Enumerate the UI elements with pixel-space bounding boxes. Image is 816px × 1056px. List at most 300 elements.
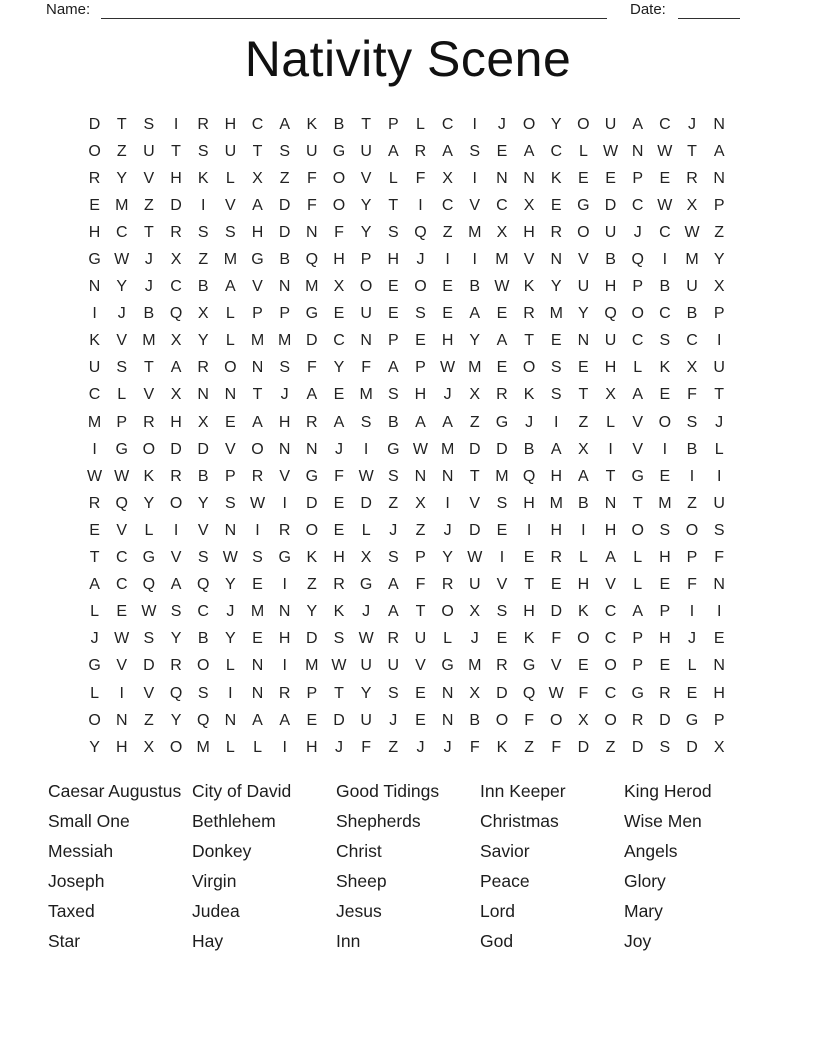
grid-letter: L: [225, 657, 235, 675]
grid-letter: H: [224, 115, 237, 133]
grid-letter: L: [714, 440, 724, 458]
grid-letter: H: [713, 684, 725, 702]
grid-letter: E: [387, 305, 399, 323]
grid-letter: R: [550, 549, 563, 567]
grid-letter: E: [578, 359, 589, 377]
grid-letter: T: [171, 142, 181, 160]
word-list-item: Lord: [480, 901, 516, 921]
word-list-item: Inn: [336, 931, 361, 951]
date-label: Date:: [630, 1, 666, 18]
grid-letter: O: [359, 278, 373, 296]
grid-letter: T: [334, 684, 344, 702]
grid-letter: J: [443, 521, 452, 539]
grid-letter: Y: [197, 494, 209, 512]
grid-letter: R: [387, 630, 400, 648]
grid-letter: V: [415, 657, 426, 675]
grid-letter: E: [442, 278, 453, 296]
grid-letter: D: [170, 196, 182, 214]
grid-letter: E: [415, 332, 426, 350]
grid-letter: J: [334, 738, 343, 756]
word-list-item: Taxed: [48, 901, 95, 921]
grid-letter: T: [687, 142, 697, 160]
grid-letter: G: [251, 251, 264, 269]
grid-letter: V: [632, 413, 644, 431]
grid-letter: G: [88, 657, 101, 675]
grid-letter: E: [415, 684, 426, 702]
grid-letter: B: [469, 711, 481, 729]
grid-letter: J: [416, 251, 425, 269]
grid-letter: T: [144, 223, 154, 241]
word-list-column: [336, 776, 480, 956]
grid-letter: W: [440, 359, 456, 377]
grid-letter: K: [659, 359, 671, 377]
grid-letter: O: [495, 711, 509, 729]
grid-letter: G: [387, 440, 400, 458]
grid-letter: I: [363, 440, 369, 458]
grid-letter: M: [305, 278, 319, 296]
word-list-item: City of David: [192, 781, 292, 801]
grid-letter: J: [144, 251, 153, 269]
grid-letter: S: [116, 359, 128, 377]
grid-letter: C: [441, 115, 454, 133]
grid-letter: C: [496, 196, 508, 214]
grid-letter: O: [332, 196, 346, 214]
grid-letter: H: [306, 738, 318, 756]
grid-letter: D: [197, 440, 209, 458]
grid-letter: C: [604, 630, 617, 648]
grid-letter: E: [442, 305, 453, 323]
grid-letter: G: [522, 657, 536, 675]
grid-letter: Q: [196, 711, 210, 729]
grid-letter: H: [251, 223, 264, 241]
grid-letter: D: [631, 738, 644, 756]
grid-letter: C: [170, 278, 182, 296]
grid-letter: V: [469, 196, 481, 214]
grid-letter: N: [441, 711, 454, 729]
date-input-line[interactable]: [678, 1, 740, 19]
grid-letter: N: [251, 684, 264, 702]
grid-letter: H: [333, 251, 345, 269]
grid-letter: W: [657, 196, 673, 214]
grid-letter: X: [170, 251, 182, 269]
grid-letter: V: [605, 576, 616, 594]
grid-letter: I: [282, 576, 287, 594]
grid-letter: E: [225, 413, 236, 431]
grid-letter: A: [550, 440, 562, 458]
grid-letter: E: [333, 305, 345, 323]
grid-letter: Z: [198, 251, 209, 269]
grid-letter: E: [659, 576, 671, 594]
word-list-item: Joy: [624, 931, 652, 951]
grid-letter: S: [387, 549, 399, 567]
grid-letter: O: [305, 521, 319, 539]
grid-letter: S: [279, 359, 290, 377]
grid-letter: S: [225, 494, 236, 512]
grid-letter: P: [632, 169, 644, 187]
grid-letter: A: [252, 196, 263, 214]
grid-letter: J: [443, 386, 452, 404]
grid-letter: K: [333, 603, 345, 621]
grid-letter: Z: [605, 738, 616, 756]
grid-letter: S: [225, 223, 236, 241]
grid-letter: H: [604, 278, 617, 296]
grid-letter: L: [225, 332, 235, 350]
grid-letter: M: [250, 332, 265, 350]
grid-letter: G: [495, 413, 509, 431]
grid-letter: Z: [469, 413, 480, 431]
grid-letter: R: [143, 413, 155, 431]
grid-letter: I: [472, 251, 477, 269]
grid-letter: N: [251, 657, 264, 675]
name-input-line[interactable]: [101, 1, 607, 19]
grid-letter: H: [278, 413, 291, 431]
grid-letter: R: [333, 576, 345, 594]
grid-letter: M: [549, 305, 563, 323]
grid-letter: O: [332, 169, 346, 187]
grid-letter: Y: [143, 494, 155, 512]
grid-letter: I: [445, 251, 450, 269]
grid-letter: N: [631, 142, 644, 160]
grid-letter: U: [713, 359, 725, 377]
grid-letter: D: [604, 196, 617, 214]
grid-letter: I: [689, 467, 695, 485]
grid-letter: I: [472, 115, 477, 133]
grid-letter: S: [469, 142, 481, 160]
grid-letter: S: [197, 223, 209, 241]
grid-letter: I: [499, 549, 505, 567]
grid-letter: R: [441, 576, 454, 594]
grid-letter: D: [278, 223, 291, 241]
grid-letter: U: [360, 305, 372, 323]
grid-letter: W: [114, 467, 130, 485]
grid-letter: E: [415, 711, 426, 729]
grid-letter: Q: [115, 494, 128, 512]
grid-letter: J: [715, 413, 724, 431]
grid-letter: Y: [225, 630, 236, 648]
grid-letter: L: [225, 738, 235, 756]
grid-letter: U: [577, 278, 590, 296]
grid-letter: W: [331, 657, 347, 675]
grid-letter: L: [633, 359, 643, 377]
grid-letter: I: [119, 684, 124, 702]
grid-letter: Z: [144, 711, 154, 729]
grid-letter: O: [604, 711, 617, 729]
grid-letter: W: [249, 494, 266, 512]
grid-letter: I: [92, 305, 97, 323]
grid-letter: J: [389, 521, 398, 539]
grid-letter: S: [713, 521, 725, 539]
grid-letter: D: [360, 494, 372, 512]
grid-letter: C: [631, 196, 644, 214]
grid-letter: N: [224, 711, 237, 729]
grid-letter: J: [362, 603, 371, 621]
grid-letter: X: [578, 711, 589, 729]
grid-letter: H: [550, 521, 563, 539]
grid-letter: T: [578, 386, 589, 404]
grid-letter: X: [170, 386, 182, 404]
grid-letter: J: [334, 440, 343, 458]
grid-letter: K: [306, 549, 318, 567]
grid-letter: M: [685, 251, 699, 269]
grid-letter: B: [686, 305, 698, 323]
grid-letter: B: [469, 278, 481, 296]
grid-letter: E: [659, 169, 671, 187]
grid-letter: H: [604, 359, 617, 377]
grid-letter: R: [251, 467, 264, 485]
grid-letter: N: [251, 359, 264, 377]
grid-letter: M: [250, 603, 265, 621]
grid-letter: F: [415, 576, 426, 594]
grid-letter: A: [387, 576, 399, 594]
grid-letter: T: [252, 142, 263, 160]
grid-letter: T: [632, 494, 643, 512]
grid-letter: Y: [578, 305, 589, 323]
grid-letter: R: [631, 711, 644, 729]
grid-letter: C: [659, 305, 671, 323]
grid-letter: L: [388, 169, 398, 187]
grid-letter: Y: [170, 630, 182, 648]
grid-letter: O: [196, 657, 210, 675]
grid-letter: D: [88, 115, 101, 133]
grid-letter: B: [605, 251, 616, 269]
grid-letter: I: [445, 494, 450, 512]
grid-letter: O: [550, 711, 563, 729]
grid-letter: J: [470, 630, 479, 648]
grid-letter: U: [360, 142, 372, 160]
grid-letter: Q: [169, 305, 183, 323]
grid-letter: C: [604, 603, 617, 621]
word-list-item: Savior: [480, 841, 530, 861]
grid-letter: L: [225, 169, 235, 187]
grid-letter: S: [387, 684, 399, 702]
grid-letter: N: [713, 169, 725, 187]
grid-letter: R: [523, 305, 535, 323]
grid-letter: S: [659, 521, 671, 539]
grid-letter: E: [252, 630, 263, 648]
grid-letter: J: [90, 630, 99, 648]
grid-letter: P: [659, 603, 671, 621]
grid-letter: Y: [197, 332, 209, 350]
word-list-item: Jesus: [336, 901, 382, 921]
grid-letter: U: [713, 494, 725, 512]
grid-letter: Y: [550, 278, 562, 296]
grid-letter: I: [92, 440, 97, 458]
grid-letter: E: [686, 684, 698, 702]
grid-letter: X: [469, 603, 481, 621]
grid-letter: L: [225, 305, 235, 323]
grid-letter: S: [252, 549, 263, 567]
grid-letter: L: [361, 521, 371, 539]
grid-letter: W: [494, 278, 510, 296]
grid-letter: I: [716, 332, 722, 350]
grid-letter: X: [686, 196, 698, 214]
grid-letter: P: [252, 305, 263, 323]
grid-letter: V: [550, 657, 562, 675]
word-list-item: Shepherds: [336, 811, 421, 831]
grid-letter: A: [469, 305, 481, 323]
grid-letter: W: [657, 142, 673, 160]
grid-letter: I: [173, 115, 179, 133]
grid-letter: L: [90, 684, 100, 702]
grid-letter: U: [414, 630, 427, 648]
grid-letter: R: [170, 223, 182, 241]
word-list-item: Christmas: [480, 811, 559, 831]
grid-letter: J: [117, 305, 126, 323]
grid-letter: A: [442, 142, 453, 160]
word-list-column: [624, 776, 768, 956]
grid-letter: F: [334, 467, 344, 485]
grid-letter: E: [496, 142, 508, 160]
grid-letter: H: [659, 549, 671, 567]
grid-letter: N: [550, 251, 563, 269]
grid-letter: Z: [279, 169, 290, 187]
grid-letter: S: [143, 115, 155, 133]
word-list-item: Glory: [624, 871, 666, 891]
grid-letter: B: [197, 467, 209, 485]
grid-letter: I: [608, 440, 613, 458]
grid-letter: N: [441, 684, 454, 702]
grid-letter: B: [197, 278, 209, 296]
grid-letter: C: [88, 386, 101, 404]
grid-letter: B: [197, 630, 209, 648]
grid-letter: D: [306, 630, 318, 648]
grid-letter: B: [578, 494, 589, 512]
grid-letter: J: [389, 711, 398, 729]
grid-letter: A: [442, 413, 453, 431]
grid-letter: B: [523, 440, 535, 458]
grid-letter: L: [606, 413, 615, 431]
grid-letter: G: [441, 657, 454, 675]
grid-letter: V: [523, 251, 535, 269]
grid-letter: W: [358, 467, 374, 485]
grid-letter: V: [143, 169, 155, 187]
word-list-item: Angels: [624, 841, 678, 861]
grid-letter: R: [278, 521, 291, 539]
grid-letter: A: [279, 711, 290, 729]
grid-letter: E: [496, 305, 508, 323]
word-list-item: Messiah: [48, 841, 114, 861]
word-list-item: Small One: [48, 811, 130, 831]
grid-letter: H: [414, 386, 427, 404]
grid-letter: A: [306, 386, 318, 404]
grid-letter: X: [496, 223, 508, 241]
grid-letter: A: [523, 142, 535, 160]
grid-letter: V: [143, 386, 155, 404]
grid-letter: V: [170, 549, 182, 567]
grid-letter: L: [253, 738, 262, 756]
grid-letter: W: [87, 467, 103, 485]
grid-letter: H: [523, 494, 535, 512]
grid-letter: G: [278, 549, 291, 567]
name-label: Name:: [46, 1, 91, 18]
grid-letter: I: [200, 196, 206, 214]
grid-letter: L: [90, 603, 100, 621]
grid-letter: O: [577, 630, 590, 648]
grid-letter: S: [550, 359, 562, 377]
grid-letter: H: [88, 223, 101, 241]
grid-letter: U: [604, 115, 617, 133]
grid-letter: D: [550, 603, 563, 621]
grid-letter: J: [226, 603, 235, 621]
grid-letter: V: [116, 332, 128, 350]
grid-letter: E: [523, 549, 535, 567]
grid-letter: F: [415, 169, 426, 187]
grid-letter: P: [632, 657, 644, 675]
grid-letter: Q: [631, 251, 644, 269]
grid-letter: I: [554, 413, 559, 431]
grid-letter: A: [632, 386, 644, 404]
grid-letter: M: [359, 386, 373, 404]
grid-letter: E: [333, 386, 345, 404]
grid-letter: M: [468, 657, 482, 675]
grid-letter: E: [713, 630, 725, 648]
word-list-item: Bethlehem: [192, 811, 276, 831]
grid-letter: K: [197, 169, 209, 187]
grid-letter: Z: [415, 521, 426, 539]
grid-letter: N: [713, 657, 725, 675]
grid-letter: S: [686, 413, 698, 431]
grid-letter: R: [88, 494, 101, 512]
grid-letter: S: [550, 386, 562, 404]
grid-letter: I: [526, 521, 532, 539]
grid-letter: Q: [196, 576, 210, 594]
word-list-item: Donkey: [192, 841, 252, 861]
grid-letter: I: [282, 657, 287, 675]
grid-letter: D: [577, 738, 590, 756]
grid-letter: O: [251, 440, 264, 458]
grid-letter: N: [577, 332, 590, 350]
grid-letter: C: [115, 576, 128, 594]
grid-letter: W: [222, 549, 238, 567]
grid-letter: Z: [578, 413, 589, 431]
grid-letter: T: [605, 467, 616, 485]
grid-letter: X: [578, 440, 589, 458]
grid-letter: H: [550, 467, 563, 485]
grid-letter: N: [115, 711, 128, 729]
grid-letter: G: [631, 467, 644, 485]
grid-letter: E: [89, 521, 100, 539]
grid-letter: P: [632, 278, 644, 296]
grid-letter: M: [223, 251, 238, 269]
grid-letter: Y: [550, 115, 562, 133]
grid-letter: A: [170, 576, 182, 594]
grid-letter: S: [197, 684, 209, 702]
grid-letter: D: [468, 521, 481, 539]
grid-letter: W: [114, 630, 130, 648]
grid-letter: R: [170, 657, 182, 675]
grid-letter: X: [197, 305, 209, 323]
grid-letter: V: [578, 251, 589, 269]
grid-letter: A: [89, 576, 100, 594]
word-list-item: Peace: [480, 871, 530, 891]
grid-letter: D: [306, 332, 318, 350]
grid-letter: A: [387, 359, 399, 377]
grid-letter: E: [496, 521, 508, 539]
grid-letter: F: [578, 684, 589, 702]
grid-letter: F: [687, 576, 697, 594]
grid-letter: Z: [388, 494, 399, 512]
grid-letter: K: [523, 386, 535, 404]
grid-letter: V: [225, 196, 236, 214]
grid-letter: A: [170, 359, 182, 377]
grid-letter: X: [713, 278, 725, 296]
grid-letter: T: [252, 386, 263, 404]
grid-letter: I: [689, 603, 695, 621]
grid-letter: F: [551, 738, 562, 756]
grid-letter: E: [578, 169, 589, 187]
grid-letter: F: [361, 738, 372, 756]
grid-letter: J: [525, 413, 534, 431]
